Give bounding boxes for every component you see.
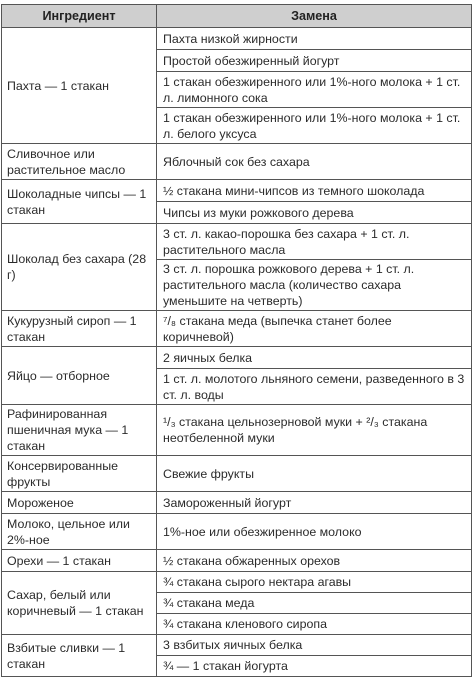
- table-row: [2, 492, 472, 514]
- substitute-cell: ¾ стакана меда: [157, 593, 472, 614]
- substitute-cell: Замороженный йогурт: [157, 492, 472, 514]
- table-header-row: [2, 5, 472, 28]
- substitute-cell: Чипсы из муки рожкового дерева: [157, 202, 472, 224]
- ingredient-cell: Взбитые сливки — 1 стакан: [2, 635, 157, 677]
- ingredient-cell: Консервированные фрукты: [2, 456, 157, 492]
- substitute-cell: 3 ст. л. какао-порошка без сахара + 1 ст. л. растительного масла: [157, 224, 472, 260]
- substitute-cell: ⁷/₈ стакана меда (выпечка станет более коричневой): [157, 311, 472, 347]
- substitute-cell: 1 стакан обезжиренного или 1%-ного молока + 1 ст. л. лимонного сока: [157, 72, 472, 108]
- substitute-cell: ½ стакана обжаренных орехов: [157, 550, 472, 572]
- substitution-table: [1, 4, 472, 677]
- substitute-cell: Простой обезжиренный йогурт: [157, 50, 472, 72]
- table-row: [2, 456, 472, 492]
- table-row: [2, 28, 472, 50]
- table-row: [2, 635, 472, 656]
- ingredient-cell: Орехи — 1 стакан: [2, 550, 157, 572]
- substitute-cell: ¾ — 1 стакан йогурта: [157, 656, 472, 677]
- substitute-cell: 1 ст. л. молотого льняного семени, разведенного в 3 ст. л. воды: [157, 369, 472, 405]
- ingredient-cell: Шоколадные чипсы — 1 стакан: [2, 180, 157, 224]
- ingredient-cell: Мороженое: [2, 492, 157, 514]
- ingredient-cell: Молоко, цельное или 2%-ное: [2, 514, 157, 550]
- substitute-cell: ½ стакана мини-чипсов из темного шоколада: [157, 180, 472, 202]
- substitute-cell: ¾ стакана кленового сиропа: [157, 614, 472, 635]
- table-row: [2, 405, 472, 456]
- substitute-cell: 3 ст. л. порошка рожкового дерева + 1 ст. л. растительного масла (количество сахара уменьшите на четверть): [157, 260, 472, 311]
- substitute-cell: 2 яичных белка: [157, 347, 472, 369]
- ingredient-cell: Кукурузный сироп — 1 стакан: [2, 311, 157, 347]
- ingredient-cell: Яйцо — отборное: [2, 347, 157, 405]
- substitute-cell: 1%-ное или обезжиренное молоко: [157, 514, 472, 550]
- table-row: [2, 347, 472, 369]
- substitute-cell: Пахта низкой жирности: [157, 28, 472, 50]
- table-row: [2, 144, 472, 180]
- substitute-cell: Яблочный сок без сахара: [157, 144, 472, 180]
- table-row: [2, 514, 472, 550]
- table-row: [2, 180, 472, 202]
- table-row: [2, 572, 472, 593]
- ingredient-cell: Шоколад без сахара (28 г): [2, 224, 157, 311]
- table-row: [2, 311, 472, 347]
- header-substitute: Замена: [157, 5, 472, 28]
- ingredient-cell: Сахар, белый или коричневый — 1 стакан: [2, 572, 157, 635]
- substitute-cell: Свежие фрукты: [157, 456, 472, 492]
- substitute-cell: 1 стакан обезжиренного или 1%-ного молока + 1 ст. л. белого уксуса: [157, 108, 472, 144]
- ingredient-cell: Рафинированная пшеничная мука — 1 стакан: [2, 405, 157, 456]
- substitute-cell: ¾ стакана сырого нектара агавы: [157, 572, 472, 593]
- substitute-cell: 3 взбитых яичных белка: [157, 635, 472, 656]
- table-row: [2, 550, 472, 572]
- table-row: [2, 224, 472, 260]
- ingredient-cell: Пахта — 1 стакан: [2, 28, 157, 144]
- ingredient-cell: Сливочное или растительное масло: [2, 144, 157, 180]
- substitute-cell: ¹/₃ стакана цельнозерновой муки + ²/₃ стакана неотбеленной муки: [157, 405, 472, 456]
- header-ingredient: Ингредиент: [2, 5, 157, 28]
